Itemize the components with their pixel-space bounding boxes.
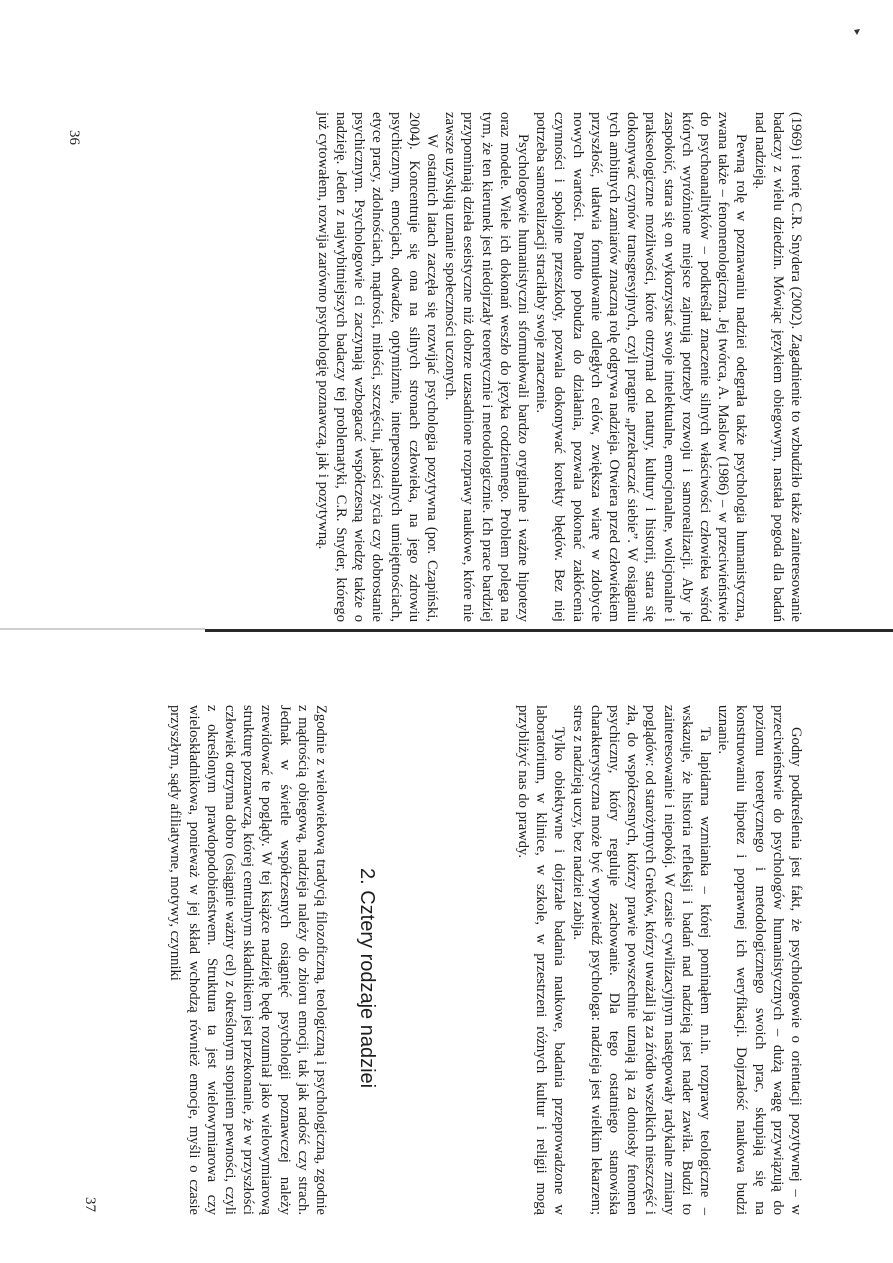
left-page [90, 112, 805, 622]
paragraph: Tylko obiektywne i dojrzałe badania naukowe, badania przeprowadzone w laboratorium, w klinice, w szkole, w przestrzeni różnych kultur i religii mogą przybliżyć nas do prawdy. [514, 705, 568, 1215]
paragraph: Godny podkreślenia jest fakt, że psychologowie o orientacji pozytywnej – w przeciwieństwie do psychologów humanistycznych – dużą wagę przywiązują do poziomu teoretycznego i metodologicznego swoich prac, skupiają się na konstruowaniu hipotez i poprawnej ich weryfikacji. Dojrzałość naukowa budzi uznanie. [715, 705, 804, 1215]
paragraph: Pewną rolę w poznawaniu nadziei odegrała także psychologia humanistyczna, zwana także – fenomenologiczna. Jej twórca, A. Maslow (1986) – w przeciwieństwie do psychoanalityków – podkreślał znaczenie silnych właściwości człowieka wśród których wyróżnione miejsce zajmują potrzeby rozwoju i samorealizacji. Aby je zaspokoić, stara się on wykorzystać swoje intelektualne, emocjonalne, wolicjonalne i prakseologiczne możliwości, które otrzymał od natury, kultury i historii, stara się dokonywać czynów transgresyjnych, czyli pragnie „przekraczać siebie”. W osiąganiu tych ambitnych zamiarów znaczną rolę odgrywa nadzieja. Otwiera przed człowiekiem przyszłość, ułatwia formułowanie odległych celów, zwiększa wiarę w zdobycie nowych wartości. Ponadto pobudza do działania, pozwala pokonać zakłócenia czynności i spokojne przeszkody, pozwala dokonywać korekty błędów. Bez niej potrzeba samorealizacji straciłaby swoje znaczenie. [533, 112, 750, 622]
paragraph: Ta lapidarna wzmianka – której pominąłem m.in. rozprawy teologiczne – wskazuje, że historia refleksji i badań nad nadzieją jest nader zawiła. Budzi to zainteresowanie i niepokój. W czasie cywilizacyjnym następowały radykalne zmiany poglądów: od starożytnych Greków, którzy uważali ją za źródło wszelkich nieszczęść i zła, do współczesnych, którzy prawie powszechnie uznają ją za doniosły fenomen psychiczny, który reguluje zachowanie. Dla tego ostatniego stanowiska charakterystyczna może być wypowiedź psychologa: nadzieja jest wielkim lekarzem; stres z nadzieją uczy, bez nadziei zabija. [569, 705, 713, 1215]
right-page-top [405, 705, 805, 1215]
paragraph: W ostatnich latach zaczęła się rozwijać psychologia pozytywna (por. Czapiński, 2004). Koncentruje się ona na silnych stronach człowieka, na jego zdrowiu psychicznym, emocjach, odwadze, optymizmie, interpersonalnych umiejętnościach, etyce pracy, zdolnościach, mądrości, miłości, szczęściu, jakości życia czy dobrostanie psychicznym. Psychologowie ci zaczynają wzbogacać współczesną wiedzę także o nadzieję. Jeden z najwybitniejszych badaczy tej problematyki, C.R. Snyder, którego już cytowałem, rozwija zarówno psychologię poznawczą, jak i pozytywną. [314, 112, 440, 622]
paragraph: Zgodnie z wielowiekową tradycją filozoficzną, teologiczną i psychologiczną, zgodnie z mądrością obiegową, nadzieja należy do zbioru emocji, tak jak radość czy strach. Jednak w świetle współczesnych osiągnięć psychologii poznawczej należy zrewidować te poglądy. W tej książce nadzieję będę rozumiał jako wielowymiarową strukturę poznawczą, której centralnym składnikiem jest przekonanie, że w przyszłości człowiek otrzyma dobro (osiągnie ważny cel) z określonym stopniem pewności, czyli z określonym prawdopodobieństwem. Struktura ta jest wielowymiarowa czy wieloskładnikowa, ponieważ w jej skład wchodzą również emocje, myśli o czasie przyszłym, sądy afiliatywne, motywy, czynniki [167, 705, 329, 1215]
gutter-line [0, 628, 205, 630]
corner-mark [853, 28, 861, 36]
page-number-right: 37 [82, 1197, 98, 1212]
page-divider [205, 629, 893, 632]
paragraph: (1969) i teorię C.R. Snydera (2002). Zagadnienie to wzbudziło także zainteresowanie badaczy z wielu dziedzin. Mówiąc językiem obiegowym, nastała pogoda dla badań nad nadzieją. [751, 112, 804, 622]
right-page-body-bottom [166, 705, 330, 1215]
right-page-body-top [514, 705, 805, 1215]
right-page-bottom [80, 705, 330, 1215]
section-heading: 2. Cztery rodzaje nadziei [356, 868, 378, 1089]
page-number-left: 36 [66, 130, 82, 145]
left-page-body [314, 112, 805, 622]
paragraph: Psychologowie humanistyczni sformułowali bardzo oryginalne i ważne hipotezy oraz modele. Wiele ich dokonań weszło do języka codziennego. Problem polega na tym, że ten kierunek jest niedojrzały teoretycznie i metodologicznie. Ich prace bardziej przypominają dzieła eseistyczne niż dobrze uzasadnione rozprawy naukowe, które nie zawsze uzyskują uznanie społeczności uczonych. [442, 112, 531, 622]
